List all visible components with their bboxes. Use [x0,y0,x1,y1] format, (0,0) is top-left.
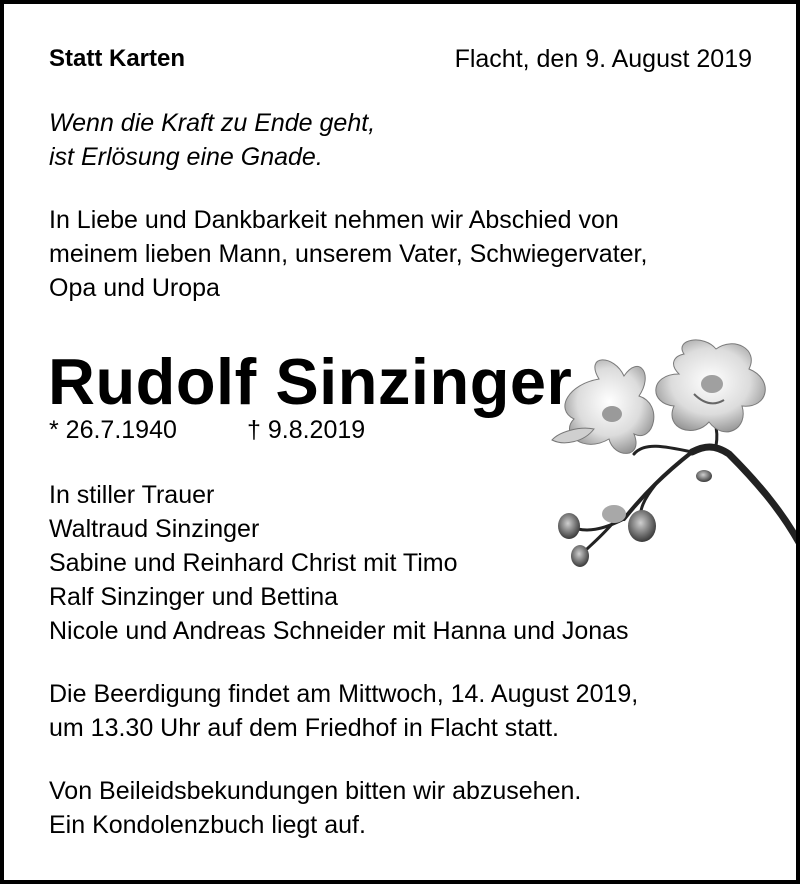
mourners-list [49,479,629,649]
condolence-line: Ein Kondolenzbuch liegt auf. [49,811,366,839]
intro-text [49,204,647,306]
death-date: † 9.8.2019 [247,416,366,444]
mourners-line: Nicole und Andreas Schneider mit Hanna und Jonas [49,617,629,645]
header-statt-karten: Statt Karten [49,45,186,72]
intro-line: Opa und Uropa [49,274,220,302]
funeral-line: Die Beerdigung findet am Mittwoch, 14. August 2019, [49,680,639,708]
condolence-note [49,775,581,843]
mourners-line: In stiller Trauer [49,481,215,509]
deceased-name: Rudolf Sinzinger [48,345,573,418]
intro-line: In Liebe und Dankbarkeit nehmen wir Abschied von [49,206,619,234]
mourners-line: Sabine und Reinhard Christ mit Timo [49,549,458,577]
mourners-line: Waltraud Sinzinger [49,515,260,543]
header-place-date: Flacht, den 9. August 2019 [454,45,752,73]
intro-line: meinem lieben Mann, unserem Vater, Schwiegervater, [49,240,648,268]
funeral-info [49,678,638,746]
motto-line: ist Erlösung eine Gnade. [49,143,323,171]
motto-line: Wenn die Kraft zu Ende geht, [49,109,376,137]
mourners-line: Ralf Sinzinger und Bettina [49,583,339,611]
birth-date: * 26.7.1940 [49,416,177,444]
funeral-line: um 13.30 Uhr auf dem Friedhof in Flacht statt. [49,714,559,742]
condolence-line: Von Beileidsbekundungen bitten wir abzusehen. [49,777,582,805]
orchid-flower-right [656,340,765,432]
motto-quote [49,107,375,175]
